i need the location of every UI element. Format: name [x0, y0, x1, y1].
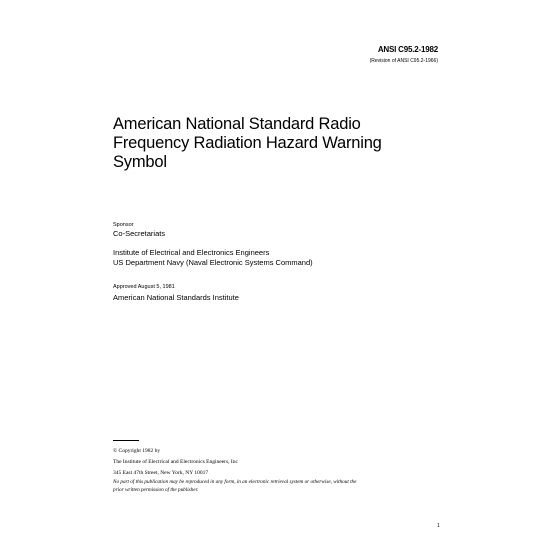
title-line: Frequency Radiation Hazard Warning: [113, 134, 382, 152]
approval-body: [113, 293, 239, 303]
divider-rule: [113, 440, 139, 441]
document-title: [113, 115, 433, 172]
approving-organization: American National Standards Institute: [113, 293, 239, 302]
organization-name: US Department Navy (Naval Electronic Systems Command): [113, 258, 313, 267]
publisher-name: The Institute of Electrical and Electronics Engineers, Inc: [113, 459, 238, 465]
sponsor-label: Sponsor: [113, 222, 134, 228]
notice-line: prior written permission of the publisher.: [113, 487, 199, 493]
copyright-line: © Copyright 1982 by: [113, 448, 161, 454]
page-number: 1: [437, 523, 440, 529]
revision-note: (Revision of ANSI C95.2-1966): [369, 58, 438, 64]
sponsor-name: Co-Secretariats: [113, 229, 166, 238]
notice-line: No part of this publication may be reproduced in any form, in an electronic retrieval system or otherwise, without the: [113, 479, 357, 485]
sponsor-value: [113, 229, 165, 239]
copyright-block: [113, 446, 238, 479]
approval-label: Approved August 5, 1981: [113, 284, 175, 290]
title-line: American National Standard Radio: [113, 115, 361, 133]
organization-name: Institute of Electrical and Electronics Engineers: [113, 248, 270, 257]
publisher-address: 345 East 47th Street, New York, NY 10017: [113, 470, 209, 476]
standard-designation: ANSI C95.2-1982: [377, 45, 438, 54]
reproduction-notice: [113, 478, 443, 494]
organizations-block: [113, 248, 313, 268]
title-line: Symbol: [113, 153, 167, 171]
